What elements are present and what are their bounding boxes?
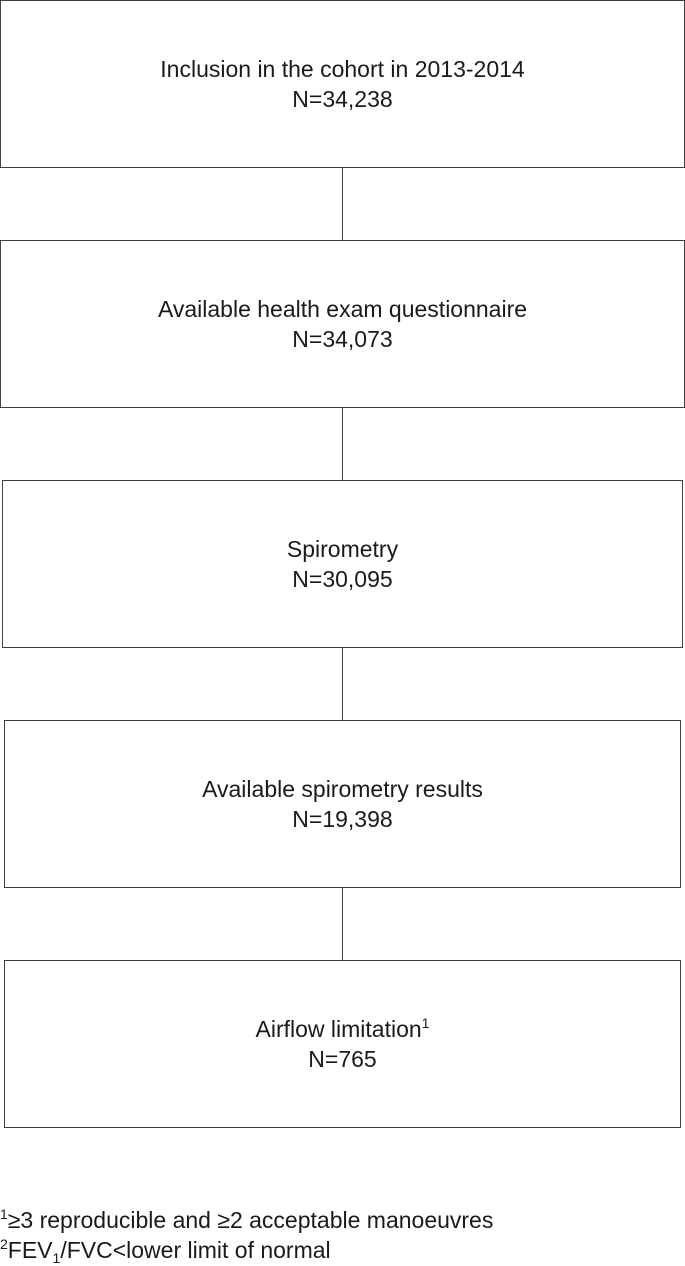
box-airflow-limitation-count: N=765 xyxy=(308,1046,377,1072)
box-spirometry-count: N=30,095 xyxy=(292,566,393,592)
footnote-1-marker: 1 xyxy=(0,1206,8,1222)
footnote-2-text-pre: FEV xyxy=(7,1237,53,1263)
connector-1 xyxy=(342,168,343,240)
box-questionnaire xyxy=(0,240,685,408)
box-airflow-limitation xyxy=(4,960,681,1128)
connector-3 xyxy=(342,648,343,720)
footnote-1-text: ≥3 reproducible and ≥2 acceptable manoeuvres xyxy=(7,1207,494,1233)
footnote-marker-1: 1 xyxy=(421,1015,430,1031)
connector-2 xyxy=(342,408,343,480)
box-spirometry-results-label: Available spirometry results xyxy=(202,776,483,802)
box-questionnaire-count: N=34,073 xyxy=(292,326,393,352)
box-airflow-limitation-label-line xyxy=(256,1014,430,1044)
box-spirometry-results xyxy=(4,720,681,888)
footnote-1 xyxy=(0,1205,493,1235)
footnote-2-text-post: /FVC<lower limit of normal xyxy=(60,1237,331,1263)
footnote-2-subscript: 1 xyxy=(52,1250,61,1266)
footnotes xyxy=(0,1205,493,1265)
connector-4 xyxy=(342,888,343,960)
box-inclusion xyxy=(0,0,685,168)
footnote-2-marker: 2 xyxy=(0,1236,8,1252)
footnote-2 xyxy=(0,1235,493,1265)
box-spirometry-results-count: N=19,398 xyxy=(292,806,393,832)
box-airflow-limitation-label: Airflow limitation xyxy=(255,1016,422,1042)
box-spirometry xyxy=(2,480,683,648)
box-inclusion-label: Inclusion in the cohort in 2013-2014 xyxy=(160,56,525,82)
box-spirometry-label: Spirometry xyxy=(286,536,399,562)
box-inclusion-count: N=34,238 xyxy=(292,86,393,112)
box-questionnaire-label: Available health exam questionnaire xyxy=(157,296,528,322)
